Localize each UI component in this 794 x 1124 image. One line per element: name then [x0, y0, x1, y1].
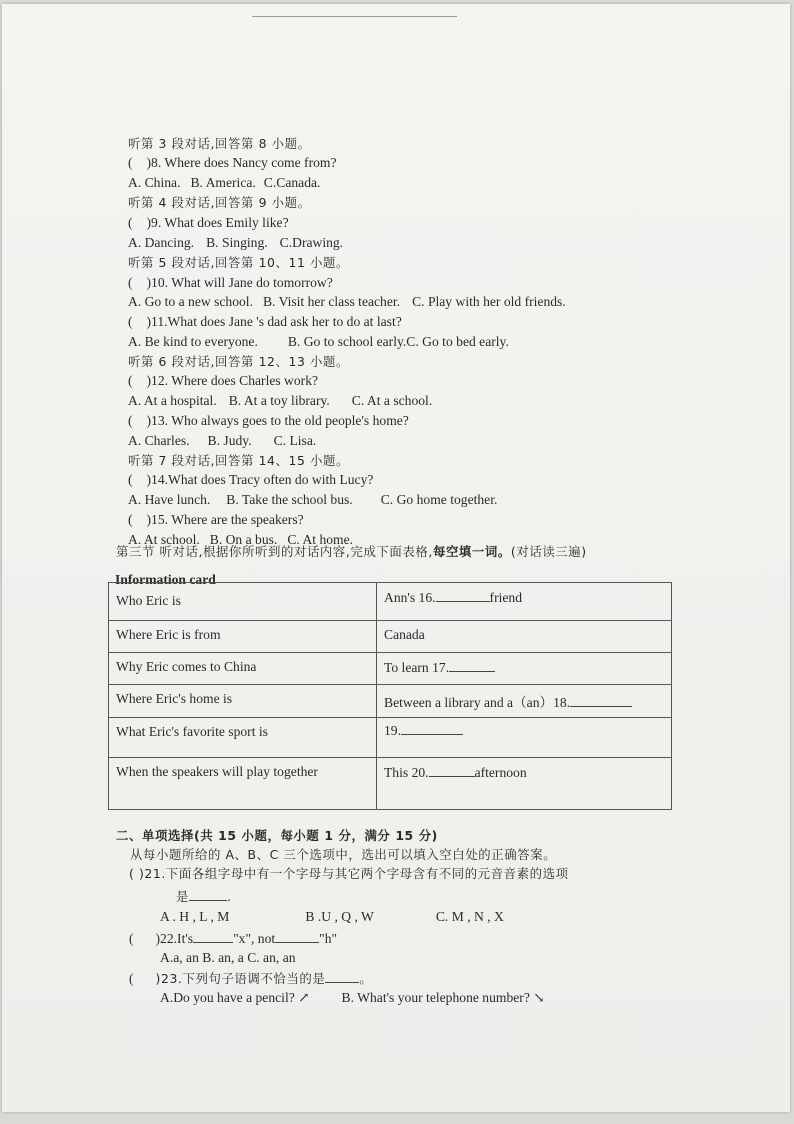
section3-text: 第三节 听对话,根据你所听到的对话内容,完成下面表格, — [116, 544, 433, 559]
q22-text-b: "x", not — [233, 931, 276, 946]
question-text: )14.What does Tracy often do with Lucy? — [146, 472, 374, 487]
option-c: C.Canada. — [263, 175, 321, 190]
card-value-text: Ann's 16. — [384, 590, 436, 605]
option-c: C. Go home together. — [380, 492, 498, 507]
card-value — [377, 653, 672, 685]
options-line — [128, 294, 566, 310]
question-line — [128, 314, 402, 330]
answer-paren: ( — [128, 314, 133, 329]
answer-paren: ( — [129, 931, 134, 946]
option-a: A. Go to a new school. — [128, 294, 253, 309]
option-b: B. Singing. — [206, 235, 268, 250]
question-text: )15. Where are the speakers? — [146, 512, 304, 527]
question-line — [128, 373, 318, 389]
part2-instruction: 从每小题所给的 A、B、C 三个选项中，选出可以填入空白处的正确答案。 — [130, 847, 557, 862]
option-b: B. Go to school early.C. Go to bed early. — [287, 334, 509, 349]
option-a: A.Do you have a pencil? ↗ — [160, 990, 310, 1005]
option-a: A . H , L , M — [160, 909, 230, 924]
section3-bold-text: 每空填一词。 — [432, 544, 511, 559]
options-line — [128, 433, 316, 449]
dialogue-instruction: 听第 5 段对话,回答第 10、11 小题。 — [128, 255, 349, 270]
options-line — [128, 393, 432, 409]
question-text: )13. Who always goes to the old people's home? — [146, 413, 409, 428]
option-c: C.Drawing. — [279, 235, 344, 250]
q23-text: )23.下列句子语调不恰当的是 — [155, 971, 326, 986]
option-b: B. America. — [190, 175, 256, 190]
answer-blank — [189, 888, 227, 901]
card-row — [109, 583, 672, 621]
options-line — [128, 175, 320, 191]
section3-instruction — [116, 544, 587, 560]
dialogue-instruction: 听第 4 段对话,回答第 9 小题。 — [128, 195, 311, 210]
option-c: C. Play with her old friends. — [412, 294, 566, 309]
dialogue-instruction: 听第 3 段对话,回答第 8 小题。 — [128, 136, 311, 151]
card-row — [109, 718, 672, 758]
answer-paren: ( — [128, 512, 133, 527]
page-edge-line — [252, 16, 457, 17]
part2-heading: 二、单项选择(共 15 小题，每小题 1 分，满分 15 分) — [116, 828, 438, 843]
card-value-text: This 20. — [384, 765, 429, 780]
option-a: A. Have lunch. — [128, 492, 211, 507]
option-b: B. On a bus. — [209, 532, 278, 547]
answer-blank — [449, 659, 495, 672]
question-line — [128, 215, 289, 231]
answer-paren: ( — [128, 275, 133, 290]
option-c: C. M , N , X — [435, 909, 504, 924]
information-card-title: Information card — [115, 572, 216, 587]
question-text: )8. Where does Nancy come from? — [146, 155, 337, 170]
answer-paren: ( — [128, 472, 133, 487]
option-c: C. At home. — [287, 532, 354, 547]
answer-blank — [436, 589, 490, 602]
option-a: A. At school. — [128, 532, 200, 547]
card-value — [377, 758, 672, 810]
question-22 — [129, 930, 337, 947]
answer-blank — [275, 930, 319, 943]
card-value — [377, 583, 672, 621]
option-a: A. Charles. — [128, 433, 190, 448]
question-text: )10. What will Jane do tomorrow? — [146, 275, 333, 290]
card-value-suffix: friend — [489, 590, 523, 605]
question-21: ( )21.下面各组字母中有一个字母与其它两个字母含有不同的元音音素的选项 — [129, 866, 569, 881]
option-a: A. China. — [128, 175, 181, 190]
answer-blank — [325, 970, 359, 983]
options-line — [128, 492, 497, 508]
card-value-text: To learn 17. — [384, 660, 450, 675]
card-row — [109, 758, 672, 810]
answer-blank — [570, 694, 632, 707]
question-line — [128, 275, 333, 291]
q22-text-a: )22.It's — [155, 931, 194, 946]
dialogue-instruction: 听第 7 段对话,回答第 14、15 小题。 — [128, 453, 349, 468]
q21-cont-text: 是 — [176, 889, 189, 904]
card-value-suffix: afternoon — [474, 765, 527, 780]
card-value-text: 19. — [384, 723, 401, 738]
card-label: When the speakers will play together — [109, 758, 377, 810]
card-value-text: Between a library and a（an）18. — [384, 695, 571, 710]
card-label: Where Eric's home is — [109, 685, 377, 718]
option-c: C. At a school. — [351, 393, 433, 408]
card-row — [109, 685, 672, 718]
option-a: A. At a hospital. — [128, 393, 217, 408]
worksheet-page — [2, 4, 790, 1112]
option-c: C. Lisa. — [273, 433, 317, 448]
card-row — [109, 653, 672, 685]
question-23 — [129, 970, 372, 987]
question-line — [128, 413, 409, 429]
answer-blank — [193, 930, 233, 943]
question-text: )12. Where does Charles work? — [146, 373, 319, 388]
question-22-options: A.a, an B. an, a C. an, an — [160, 950, 296, 965]
section3-note: (对话读三遍) — [510, 544, 587, 559]
options-line — [128, 334, 509, 350]
option-b: B .U , Q , W — [305, 909, 374, 924]
answer-paren: ( — [128, 373, 133, 388]
card-value — [377, 621, 672, 653]
question-23-options — [160, 990, 545, 1006]
card-label: What Eric's favorite sport is — [109, 718, 377, 758]
card-value-text: Canada — [384, 627, 425, 642]
dialogue-instruction: 听第 6 段对话,回答第 12、13 小题。 — [128, 354, 349, 369]
question-21-continued — [176, 888, 232, 905]
q22-text-c: "h" — [319, 931, 338, 946]
answer-blank — [429, 764, 475, 777]
option-a: A. Dancing. — [128, 235, 195, 250]
question-text: )11.What does Jane 's dad ask her to do at last? — [146, 314, 402, 329]
question-line — [128, 155, 337, 171]
option-b: B. Visit her class teacher. — [262, 294, 401, 309]
question-line — [128, 472, 373, 488]
card-value — [377, 718, 672, 758]
question-line — [128, 512, 304, 528]
option-b: B. Judy. — [207, 433, 252, 448]
card-row — [109, 621, 672, 653]
option-b: B. At a toy library. — [228, 393, 330, 408]
answer-paren: ( — [128, 215, 133, 230]
question-text: )9. What does Emily like? — [146, 215, 289, 230]
card-label: Who Eric is — [109, 583, 377, 621]
option-b: B. What's your telephone number? ↘ — [341, 990, 545, 1005]
card-label: Where Eric is from — [109, 621, 377, 653]
card-label: Why Eric comes to China — [109, 653, 377, 685]
option-a: A. Be kind to everyone. — [128, 334, 258, 349]
options-line — [128, 235, 343, 251]
card-value — [377, 685, 672, 718]
information-card-table — [108, 582, 672, 810]
answer-paren: ( — [128, 413, 133, 428]
q23-end: 。 — [359, 971, 373, 986]
q21-end: . — [227, 889, 232, 904]
answer-paren: ( — [128, 155, 133, 170]
option-b: B. Take the school bus. — [226, 492, 353, 507]
question-21-options — [160, 909, 504, 925]
answer-paren: ( — [129, 971, 134, 986]
answer-blank — [401, 722, 463, 735]
